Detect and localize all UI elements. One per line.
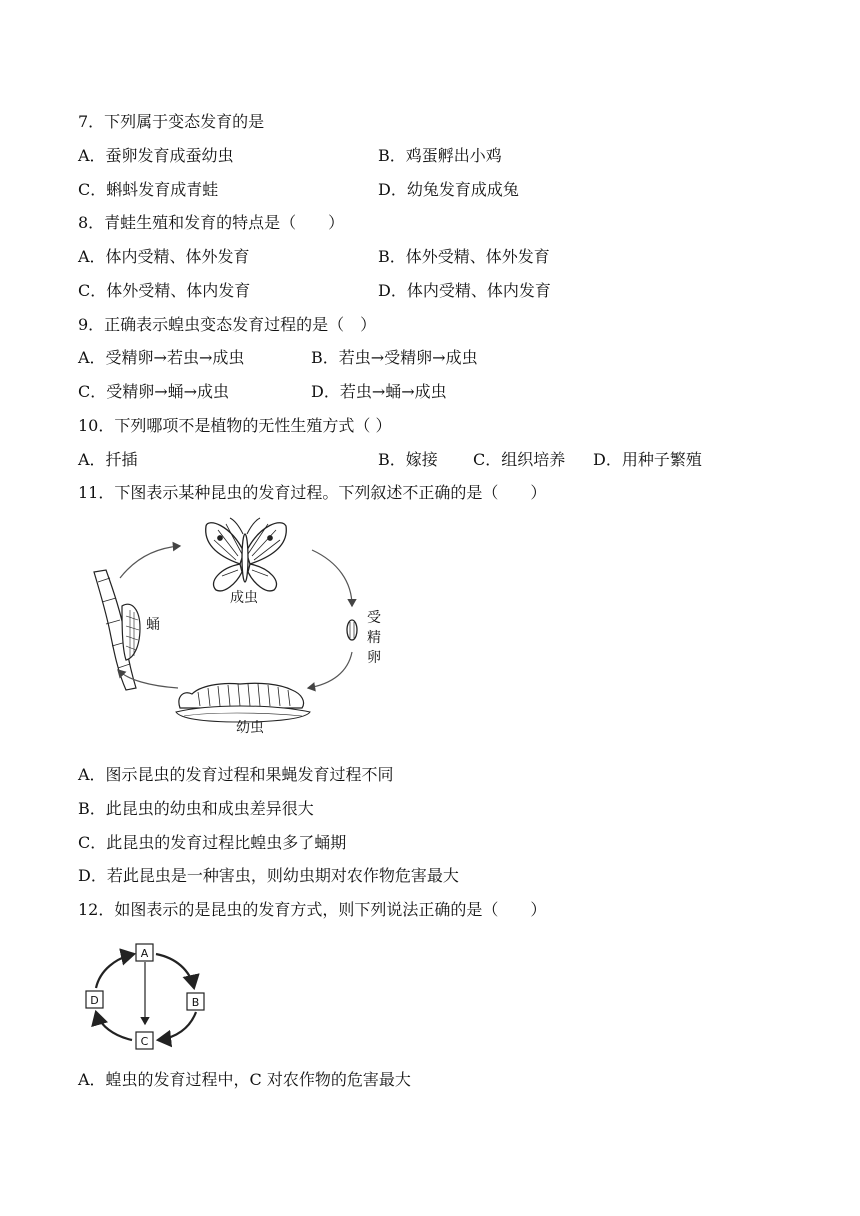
abcd-cycle-diagram [80,936,214,1054]
butterfly-adult-illustration [206,518,287,591]
egg-label-char-2: 精 [367,630,381,646]
q10-option-d: D．用种子繁殖 [593,450,702,469]
insect-lifecycle-diagram [80,512,400,742]
q9-option-b: B．若虫→受精卵→成虫 [311,348,478,367]
egg-illustration [347,620,357,640]
q8-option-c: C．体外受精、体内发育 [78,281,251,300]
arrow-pupa-to-adult [120,546,180,578]
q11-option-a: A．图示昆虫的发育过程和果蝇发育过程不同 [78,765,394,784]
egg-label-char-1: 受 [367,610,381,626]
arrow-adult-to-egg [312,550,352,606]
q9-option-c: C．受精卵→蛹→成虫 [78,382,230,401]
q12-option-a: A．蝗虫的发育过程中，C 对农作物的危害最大 [78,1070,411,1089]
node-c-label: C [140,1035,149,1048]
q11-stem: 11．下图表示某种昆虫的发育过程。下列叙述不正确的是（ ） [78,483,547,502]
q10-option-c: C．组织培养 [473,450,566,469]
q7-option-a: A．蚕卵发育成蚕幼虫 [78,146,234,165]
arrow-b-to-c [158,1012,196,1040]
arrow-d-to-a [96,954,134,988]
q12-stem: 12．如图表示的是昆虫的发育方式，则下列说法正确的是（ ） [78,900,547,919]
q10-option-a: A．扦插 [78,450,138,469]
q7-option-d: D．幼兔发育成成兔 [378,180,519,199]
q9-option-a: A．受精卵→若虫→成虫 [78,348,245,367]
q11-option-b: B．此昆虫的幼虫和成虫差异很大 [78,799,314,818]
node-b-label: B [191,996,200,1009]
caterpillar-larva-illustration [176,683,310,722]
q10-stem: 10．下列哪项不是植物的无性生殖方式（ ） [78,416,392,435]
arrow-egg-to-larva [308,652,352,688]
q11-option-c: C．此昆虫的发育过程比蝗虫多了蛹期 [78,833,347,852]
q8-option-d: D．体内受精、体内发育 [378,281,551,300]
q8-stem: 8．青蛙生殖和发育的特点是（ ） [78,213,345,232]
q7-stem: 7．下列属于变态发育的是 [78,112,265,131]
arrow-c-to-d [96,1012,132,1040]
q8-option-b: B．体外受精、体外发育 [378,247,550,266]
arrow-a-to-b [156,954,194,988]
adult-label: 成虫 [230,590,258,606]
q11-option-d: D．若此昆虫是一种害虫，则幼虫期对农作物危害最大 [78,866,459,885]
node-d-label: D [90,994,99,1007]
q8-option-a: A．体内受精、体外发育 [78,247,250,266]
q9-option-d: D．若虫→蛹→成虫 [311,382,447,401]
q9-stem: 9．正确表示蝗虫变态发育过程的是（ ） [78,315,377,334]
q7-option-b: B．鸡蛋孵出小鸡 [378,146,502,165]
q10-option-b: B．嫁接 [378,450,438,469]
pupa-label: 蛹 [146,617,160,633]
egg-label-char-3: 卵 [367,650,381,666]
pupa-on-branch-illustration [94,570,140,690]
larva-label: 幼虫 [236,720,264,736]
node-a-label: A [140,947,149,960]
q7-option-c: C．蝌蚪发育成青蛙 [78,180,219,199]
